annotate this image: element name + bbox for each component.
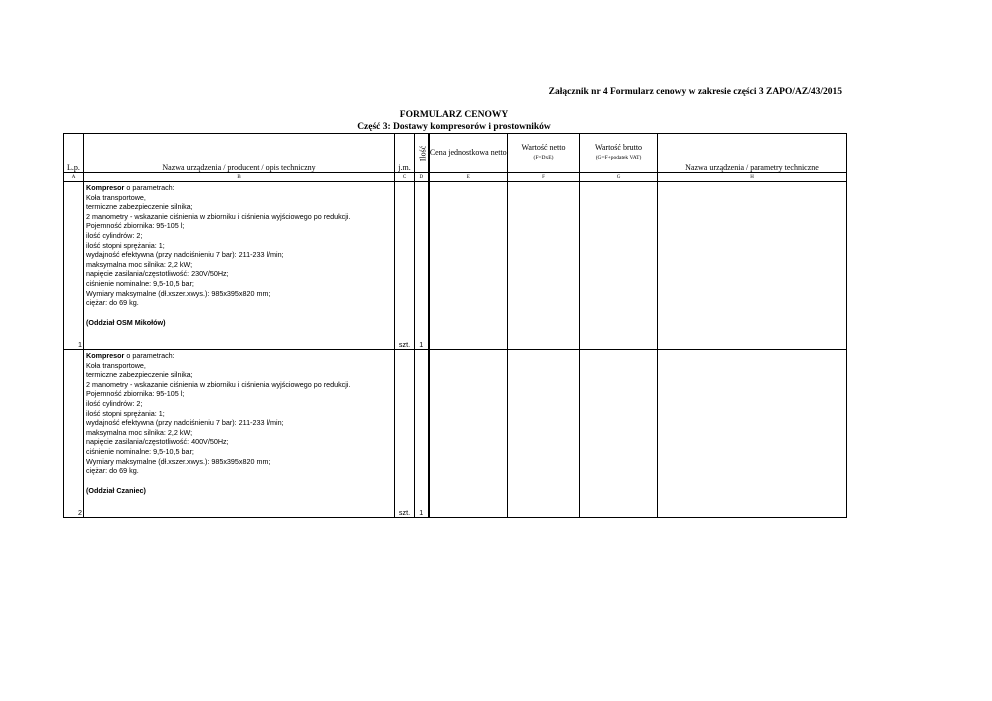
- item-spec-line: napięcie zasilania/częstotliwość: 230V/50Hz;: [86, 269, 229, 279]
- item-spec-line: napięcie zasilania/częstotliwość: 400V/50Hz;: [86, 437, 229, 447]
- item-spec-line: Wymiary maksymalne (dł.xszer.xwys.): 985x395x820 mm;: [86, 456, 271, 466]
- header-wartosc-netto-label: Wartość netto: [521, 143, 566, 152]
- table-row: [64, 350, 847, 518]
- item-description: [84, 182, 395, 350]
- item-spec-line: Koła transportowe,: [86, 192, 146, 202]
- item-spec-line: 2 manometry - wskazanie ciśnienia w zbiorniku i ciśnienia wyjściowego po redukcji.: [86, 379, 351, 389]
- form-title: FORMULARZ CENOWY: [399, 110, 509, 120]
- item-spec-line: termiczne zabezpieczenie silnika;: [86, 370, 193, 380]
- item-spec-line: ciśnienie nominalne: 9,5-10,5 bar;: [86, 278, 194, 288]
- item-parametry-input[interactable]: [658, 182, 847, 350]
- item-lp: 2: [64, 350, 84, 518]
- column-letters-row: [64, 173, 847, 182]
- header-ilosc: [415, 134, 429, 173]
- item-jm: szt.: [395, 350, 415, 518]
- price-table: [63, 133, 847, 518]
- item-spec-line: wydajność efektywna (przy nadciśnieniu 7 bar): 211-233 l/min;: [86, 418, 284, 428]
- form-title-block: [0, 109, 908, 133]
- annex-title: Załącznik nr 4 Formularz cenowy w zakresie części 3 ZAPO/AZ/43/2015: [548, 87, 842, 97]
- item-spec-line: ilość cylindrów: 2;: [86, 230, 143, 240]
- item-title: Kompresor: [86, 183, 125, 192]
- item-wartosc-brutto-input[interactable]: [580, 350, 658, 518]
- item-location: (Oddział OSM Mikołów): [86, 317, 166, 327]
- header-row: [64, 134, 847, 173]
- item-spec-line: Pojemność zbiornika: 95-105 l;: [86, 389, 185, 399]
- header-lp: L.p.: [64, 134, 84, 173]
- item-title-rest: o parametrach:: [124, 183, 175, 192]
- header-cena: Cena jednostkowa netto: [429, 134, 508, 173]
- item-wartosc-brutto-input[interactable]: [580, 182, 658, 350]
- form-subtitle: Część 3: Dostawy kompresorów i prostowników: [357, 122, 551, 132]
- item-description: [84, 350, 395, 518]
- item-spec-line: maksymalna moc silnika: 2,2 kW;: [86, 259, 193, 269]
- item-spec-line: 2 manometry - wskazanie ciśnienia w zbiorniku i ciśnienia wyjściowego po redukcji.: [86, 211, 351, 221]
- item-title-rest: o parametrach:: [124, 351, 175, 360]
- item-jm: szt.: [395, 182, 415, 350]
- item-lp: 1: [64, 182, 84, 350]
- item-spec-line: ilość cylindrów: 2;: [86, 398, 143, 408]
- header-jm: j.m.: [395, 134, 415, 173]
- item-spec-line: ciężar: do 69 kg.: [86, 466, 139, 476]
- header-wartosc-brutto: [580, 134, 658, 173]
- column-letter: E: [429, 173, 508, 182]
- header-wartosc-netto-formula: (F=DxE): [533, 155, 554, 161]
- item-parametry-input[interactable]: [658, 350, 847, 518]
- item-spec-line: ilość stopni sprężania: 1;: [86, 408, 165, 418]
- table-row: [64, 182, 847, 350]
- item-spec-line: termiczne zabezpieczenie silnika;: [86, 202, 193, 212]
- item-cena-input[interactable]: [429, 182, 508, 350]
- column-letter: B: [84, 173, 395, 182]
- header-wartosc-brutto-formula: (G=F+podatek VAT): [595, 155, 642, 161]
- header-parametry: Nazwa urządzenia / parametry techniczne: [658, 134, 847, 173]
- item-spec-line: Pojemność zbiornika: 95-105 l;: [86, 221, 185, 231]
- item-wartosc-netto-input[interactable]: [508, 182, 580, 350]
- column-letter: A: [64, 173, 84, 182]
- column-letter: G: [580, 173, 658, 182]
- item-spec-line: Wymiary maksymalne (dł.xszer.xwys.): 985x395x820 mm;: [86, 288, 271, 298]
- column-letter: H: [658, 173, 847, 182]
- item-spec-line: Koła transportowe,: [86, 360, 146, 370]
- item-spec-line: ciężar: do 69 kg.: [86, 298, 139, 308]
- item-wartosc-netto-input[interactable]: [508, 350, 580, 518]
- item-spec-line: ilość stopni sprężania: 1;: [86, 240, 165, 250]
- item-spec-line: ciśnienie nominalne: 9,5-10,5 bar;: [86, 446, 194, 456]
- item-cena-input[interactable]: [429, 350, 508, 518]
- column-letter: F: [508, 173, 580, 182]
- column-letter: C: [395, 173, 415, 182]
- column-letter: D: [415, 173, 429, 182]
- header-wartosc-netto: [508, 134, 580, 173]
- header-name: Nazwa urządzenia / producent / opis techniczny: [84, 134, 395, 173]
- header-wartosc-brutto-label: Wartość brutto: [594, 143, 643, 152]
- header-ilosc-label: Ilość: [418, 145, 428, 161]
- item-spec-line: wydajność efektywna (przy nadciśnieniu 7 bar): 211-233 l/min;: [86, 250, 284, 260]
- item-spec-line: maksymalna moc silnika: 2,2 kW;: [86, 427, 193, 437]
- item-qty: 1: [415, 182, 429, 350]
- item-qty: 1: [415, 350, 429, 518]
- item-location: (Oddział Czaniec): [86, 485, 146, 495]
- item-title: Kompresor: [86, 351, 125, 360]
